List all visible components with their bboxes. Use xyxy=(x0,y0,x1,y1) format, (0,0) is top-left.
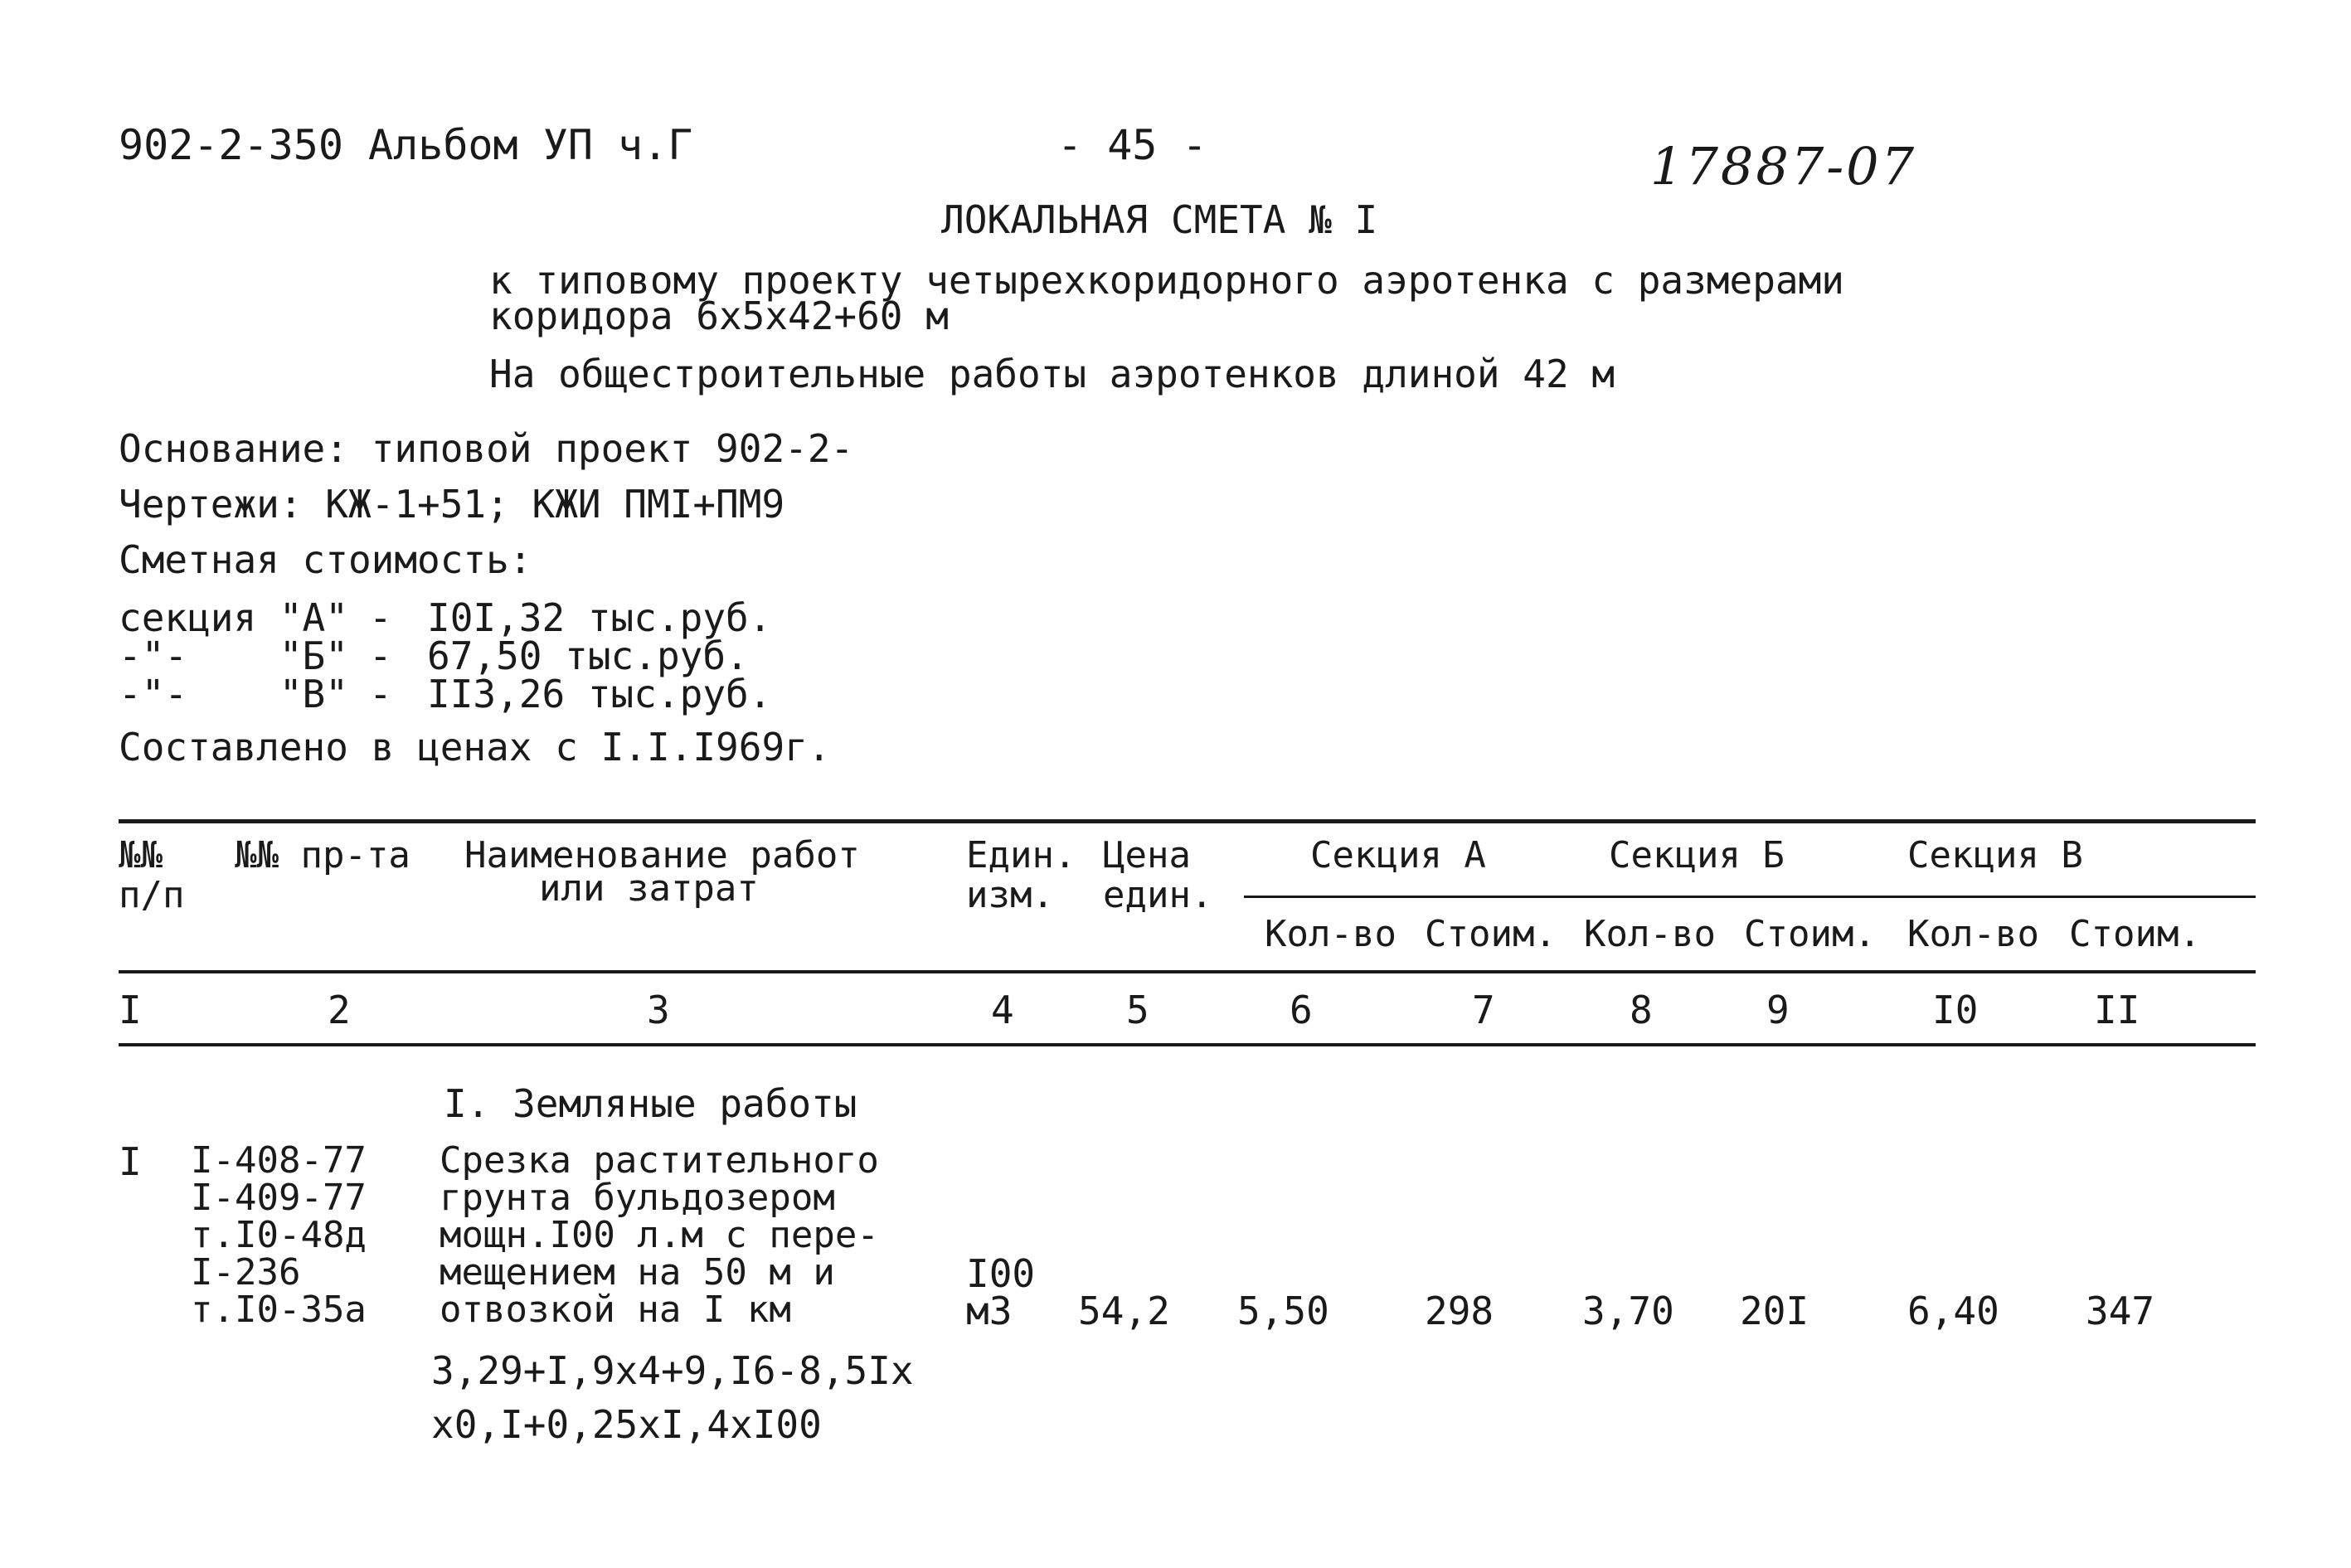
subtitle-line-2: коридора 6х5х42+60 м xyxy=(489,294,949,338)
row-number: I xyxy=(119,1139,142,1184)
column-number-11: II xyxy=(2094,988,2140,1032)
column-number-1: I xyxy=(119,988,142,1032)
column-number-rule xyxy=(119,1043,2256,1046)
basis-line: Основание: типовой проект 902-2- xyxy=(119,426,854,471)
prices-note: Составлено в ценах с I.I.I969г. xyxy=(119,725,831,769)
section-b-cost: 67,50 тыс.руб. xyxy=(427,634,749,678)
header-qty-b: Кол-во xyxy=(1584,913,1716,955)
section-b-label: -"- "Б" xyxy=(119,634,348,678)
header-col1-line2: п/п xyxy=(119,874,185,916)
header-section-v: Секция В xyxy=(1907,834,2083,876)
header-col4-line1: Един. xyxy=(966,834,1076,876)
row-code-4: I-236 xyxy=(191,1251,301,1294)
row-unit-price: 54,2 xyxy=(1078,1289,1170,1333)
header-col5-line1: Цена xyxy=(1103,834,1191,876)
column-number-3: 3 xyxy=(647,988,670,1032)
row-code-3: т.I0-48д xyxy=(191,1214,367,1256)
row-calc-line-1: 3,29+I,9х4+9,I6-8,5Iх xyxy=(431,1348,914,1393)
header-bottom-rule xyxy=(119,970,2256,973)
column-number-2: 2 xyxy=(328,988,351,1032)
section-v-dash: - xyxy=(369,672,392,716)
row-name-line-1: Срезка растительного xyxy=(440,1139,879,1182)
column-number-5: 5 xyxy=(1126,988,1149,1032)
page-number: - 45 - xyxy=(1057,121,1207,169)
row-cost-section-b: 20I xyxy=(1740,1289,1809,1333)
header-qty-a: Кол-во xyxy=(1265,913,1397,955)
row-calc-line-2: х0,I+0,25хI,4хI00 xyxy=(431,1402,822,1447)
header-col4-line2: изм. xyxy=(966,874,1054,916)
estimated-cost-label: Сметная стоимость: xyxy=(119,537,532,582)
header-cost-v: Стоим. xyxy=(2069,913,2201,955)
row-name-line-4: мещением на 50 м и xyxy=(440,1251,835,1294)
header-col3-line2: или затрат xyxy=(539,867,759,910)
section-v-cost: II3,26 тыс.руб. xyxy=(427,672,772,716)
header-cost-a: Стоим. xyxy=(1425,913,1557,955)
row-code-1: I-408-77 xyxy=(191,1139,367,1182)
section-a-cost: I0I,32 тыс.руб. xyxy=(427,595,772,640)
section-b-dash: - xyxy=(369,634,392,678)
document-title: ЛОКАЛЬНАЯ СМЕТА № I xyxy=(941,197,1378,242)
row-cost-section-a: 298 xyxy=(1425,1289,1494,1333)
row-qty-section-v: 6,40 xyxy=(1907,1289,1999,1333)
section-a-label: секция "А" xyxy=(119,595,348,640)
subtitle-line-1: к типовому проекту четырехкоридорного аэротенка с размерами xyxy=(489,258,1844,303)
row-name-line-3: мощн.I00 л.м с пере- xyxy=(440,1214,879,1256)
column-number-7: 7 xyxy=(1472,988,1495,1032)
header-col5-line2: един. xyxy=(1103,874,1213,916)
column-number-8: 8 xyxy=(1630,988,1653,1032)
header-col2: №№ пр-та xyxy=(235,834,410,876)
section-header-rule xyxy=(1244,896,2256,898)
header-section-a: Секция А xyxy=(1310,834,1486,876)
header-qty-v: Кол-во xyxy=(1907,913,2039,955)
row-cost-section-v: 347 xyxy=(2086,1289,2155,1333)
subtitle-line-3: На общестроительные работы аэротенков длиной 42 м xyxy=(489,352,1615,396)
header-col1-line1: №№ xyxy=(119,834,163,876)
row-code-2: I-409-77 xyxy=(191,1177,367,1219)
row-qty-section-b: 3,70 xyxy=(1582,1289,1674,1333)
table-top-rule xyxy=(119,819,2256,823)
row-name-line-2: грунта бульдозером xyxy=(440,1177,835,1219)
drawings-line: Чертежи: КЖ-1+51; КЖИ ПМI+ПМ9 xyxy=(119,482,785,527)
column-number-10: I0 xyxy=(1932,988,1979,1032)
section-a-dash: - xyxy=(369,595,392,640)
section-v-label: -"- "В" xyxy=(119,672,348,716)
document-code: 902-2-350 Альбом УП ч.Г xyxy=(119,121,693,169)
header-cost-b: Стоим. xyxy=(1744,913,1876,955)
column-number-4: 4 xyxy=(991,988,1014,1032)
row-unit-line-1: I00 xyxy=(966,1251,1036,1296)
column-number-6: 6 xyxy=(1290,988,1313,1032)
column-number-9: 9 xyxy=(1766,988,1790,1032)
handwritten-number: 17887-07 xyxy=(1650,136,1917,197)
row-code-5: т.I0-35а xyxy=(191,1289,367,1331)
header-section-b: Секция Б xyxy=(1609,834,1785,876)
row-unit-line-2: м3 xyxy=(966,1289,1013,1333)
row-qty-section-a: 5,50 xyxy=(1237,1289,1329,1333)
row-name-line-5: отвозкой на I км xyxy=(440,1289,791,1331)
section-heading: I. Земляные работы xyxy=(444,1081,857,1126)
header-col3-line1: Наименование работ xyxy=(464,834,860,876)
